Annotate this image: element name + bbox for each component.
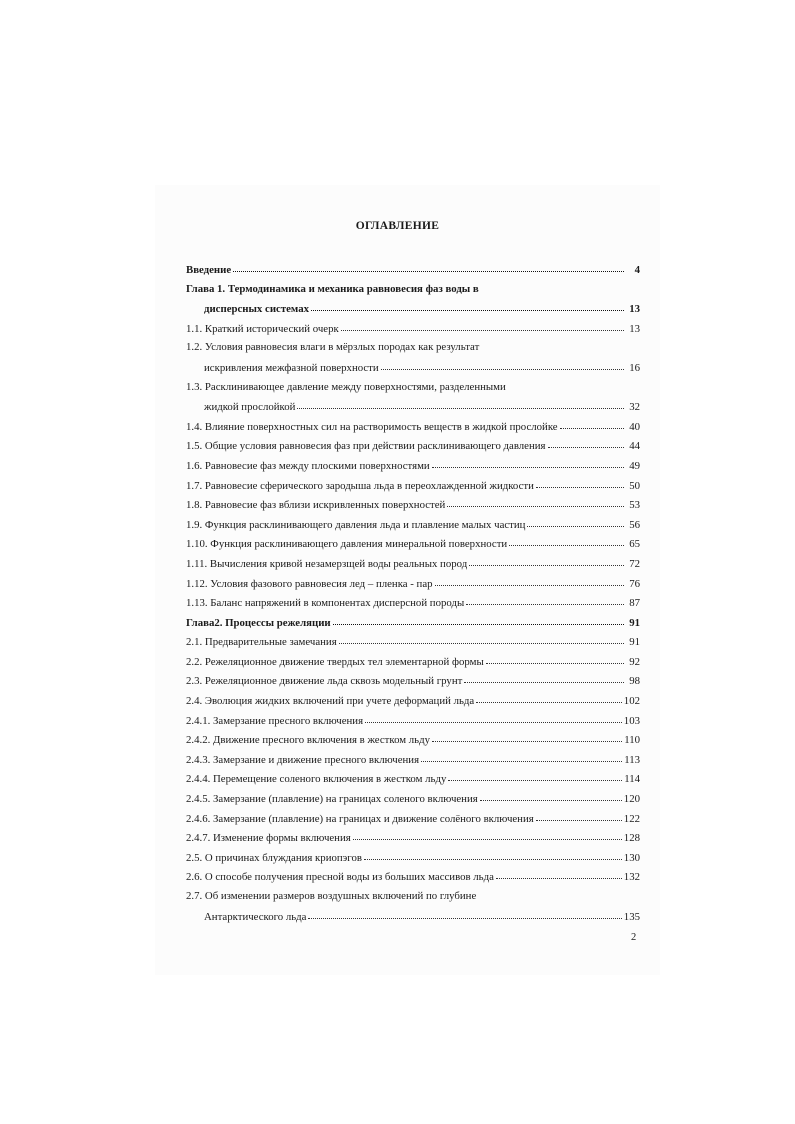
dot-leader [486, 651, 624, 664]
dot-leader [233, 259, 624, 272]
toc-entry [186, 750, 640, 770]
toc-entry-label: 1.11. Вычисления кривой незамерзщей воды реальных пород [186, 557, 468, 570]
toc-entry [186, 436, 640, 456]
toc-entry-page: 120 [623, 793, 640, 806]
toc-entry [186, 848, 640, 868]
toc-entry-page: 13 [629, 303, 640, 316]
toc-entry [186, 378, 640, 398]
toc-entry-page: 53 [629, 499, 640, 512]
toc-entry-label: 1.8. Равновесие фаз вблизи искривленных поверхностей [186, 499, 446, 512]
dot-leader [341, 318, 624, 331]
toc-entry [186, 907, 640, 927]
toc-entry [186, 613, 640, 633]
toc-entry-label: 1.7. Равновесие сферического зародыша льда в переохлажденной жидкости [186, 479, 534, 492]
toc-entry [186, 338, 640, 358]
toc-entry [186, 711, 640, 731]
toc-entry-label: 1.3. Расклинивающее давление между поверхностями, разделенными [186, 380, 506, 393]
toc-entry-label: 1.5. Общие условия равновесия фаз при действии расклинивающего давления [186, 440, 546, 453]
toc-entry [186, 476, 640, 496]
toc-entry [186, 867, 640, 887]
toc-entry-label: дисперсных системах [204, 303, 310, 316]
toc-title: ОГЛАВЛЕНИЕ [355, 220, 440, 232]
toc-entry [186, 632, 640, 652]
dot-leader [496, 866, 622, 879]
toc-entry-page: 103 [623, 714, 640, 727]
dot-leader [339, 631, 624, 644]
toc-entry-label: 2.5. О причинах блуждания криопэгов [186, 851, 362, 864]
toc-entry-label: 1.13. Баланс напряжений в компонентах дисперсной породы [186, 597, 465, 610]
toc-entry-label: Антарктического льда [204, 910, 307, 923]
dot-leader [464, 670, 624, 683]
toc-entry-page: 49 [629, 459, 640, 472]
toc-entry-label: 2.3. Режеляционное движение льда сквозь модельный грунт [186, 675, 463, 688]
toc-entry-page: 135 [623, 910, 640, 923]
dot-leader [308, 906, 621, 919]
toc-entry-label: 2.2. Режеляционное движение твердых тел элементарной формы [186, 655, 484, 668]
toc-entry-page: 40 [629, 420, 640, 433]
dot-leader [381, 357, 624, 370]
dot-leader [560, 416, 624, 429]
toc-entry-label: 2.4.3. Замерзание и движение пресного включения [186, 753, 420, 766]
toc-entry [186, 280, 640, 300]
toc-entry-label: жидкой прослойкой [204, 401, 296, 414]
dot-leader [548, 435, 625, 448]
toc-entry-page: 32 [629, 401, 640, 414]
toc-entry-label: 2.4.5. Замерзание (плавление) на границах соленого включения [186, 793, 478, 806]
dot-leader [476, 690, 622, 703]
dot-leader [432, 729, 622, 742]
toc-entry [186, 299, 640, 319]
toc-entry [186, 809, 640, 829]
toc-entry-label: 2.4. Эволюция жидких включений при учете деформаций льда [186, 695, 475, 708]
dot-leader [421, 749, 622, 762]
dot-leader [311, 298, 624, 311]
toc-entry-label: 2.4.4. Перемещение соленого включения в жестком льду [186, 773, 447, 786]
toc-entry-label: 1.10. Функция расклинивающего давления минеральной поверхности [186, 538, 508, 551]
toc-entry-page: 91 [629, 636, 640, 649]
toc-entry-page: 13 [629, 322, 640, 335]
toc-entry-page: 102 [623, 695, 640, 708]
toc-entry-label: 1.9. Функция расклинивающего давления льда и плавление малых частиц [186, 518, 526, 531]
toc-entry-page: 16 [629, 361, 640, 374]
toc-entry [186, 652, 640, 672]
dot-leader [466, 592, 624, 605]
toc-entry-label: 1.12. Условия фазового равновесия лед – пленка - пар [186, 577, 433, 590]
toc-entry-label: 2.1. Предварительные замечания [186, 636, 337, 649]
toc-entry-page: 110 [624, 734, 640, 747]
toc-entry-page: 132 [623, 871, 640, 884]
toc-entry-label: 2.4.6. Замерзание (плавление) на границах и движение солёного включения [186, 812, 534, 825]
page-number: 2 [631, 932, 637, 943]
toc-entry-page: 92 [629, 655, 640, 668]
toc-entry [186, 789, 640, 809]
toc-entry-page: 56 [629, 518, 640, 531]
dot-leader [509, 533, 624, 546]
toc-entry [186, 260, 640, 280]
dot-leader [448, 768, 622, 781]
dot-leader [435, 573, 624, 586]
dot-leader [480, 788, 622, 801]
toc-entry [186, 515, 640, 535]
dot-leader [447, 494, 624, 507]
toc-entry [186, 358, 640, 378]
toc-entry-page: 4 [634, 264, 640, 276]
toc-entry-page: 44 [629, 440, 640, 453]
dot-leader [469, 553, 624, 566]
toc-entry [186, 671, 640, 691]
toc-entry [186, 554, 640, 574]
toc-entry [186, 887, 640, 907]
toc-entry-label: 1.2. Условия равновесия влаги в мёрзлых породах как результат [186, 341, 480, 354]
toc-entry-page: 91 [629, 616, 640, 629]
toc-entry-label: 2.6. О способе получения пресной воды из больших массивов льда [186, 871, 494, 884]
toc-entry-page: 128 [623, 832, 640, 845]
toc-entry-page: 76 [629, 577, 640, 590]
toc-entry [186, 593, 640, 613]
dot-leader [432, 455, 624, 468]
toc-entry-label: 1.6. Равновесие фаз между плоскими поверхностями [186, 459, 430, 472]
toc-entry-page: 113 [624, 753, 640, 766]
toc-entry [186, 319, 640, 339]
toc-entry-label: 1.4. Влияние поверхностных сил на растворимость веществ в жидкой прослойке [186, 420, 558, 433]
toc-entry-page: 122 [623, 812, 640, 825]
dot-leader [333, 612, 624, 625]
dot-leader [353, 827, 622, 840]
toc-entry [186, 574, 640, 594]
dot-leader [527, 514, 624, 527]
dot-leader [297, 396, 624, 409]
toc-entry [186, 417, 640, 437]
toc-entry [186, 769, 640, 789]
toc-entry-label: 2.7. Об изменении размеров воздушных включений по глубине [186, 890, 477, 902]
toc-entry [186, 456, 640, 476]
toc-entry-page: 65 [629, 538, 640, 551]
toc-entry [186, 397, 640, 417]
dot-leader [536, 475, 624, 488]
toc-entry-label: 1.1. Краткий исторический очерк [186, 322, 339, 335]
toc-entry-label: 2.4.1. Замерзание пресного включения [186, 714, 364, 727]
toc-entry-page: 50 [629, 479, 640, 492]
toc-entry-page: 114 [624, 773, 640, 786]
toc-entry-label: 2.4.2. Движение пресного включения в жестком льду [186, 734, 430, 747]
toc-entry-label: Введение [186, 264, 232, 276]
toc-entry [186, 691, 640, 711]
toc-entry [186, 534, 640, 554]
toc-entry-page: 98 [629, 675, 640, 688]
dot-leader [536, 808, 622, 821]
toc-entry [186, 828, 640, 848]
toc-entry-label: Глава 1. Термодинамика и механика равновесия фаз воды в [186, 282, 479, 295]
table-of-contents [186, 260, 640, 926]
toc-entry-label: Глава2. Процессы режеляции [186, 616, 331, 629]
toc-entry-label: искривления межфазной поверхности [204, 361, 379, 374]
toc-entry-page: 72 [629, 557, 640, 570]
toc-entry-label: 2.4.7. Изменение формы включения [186, 832, 351, 845]
dot-leader [364, 847, 622, 860]
toc-entry [186, 495, 640, 515]
toc-entry-page: 87 [629, 597, 640, 610]
toc-entry [186, 730, 640, 750]
dot-leader [365, 710, 622, 723]
toc-entry-page: 130 [623, 851, 640, 864]
